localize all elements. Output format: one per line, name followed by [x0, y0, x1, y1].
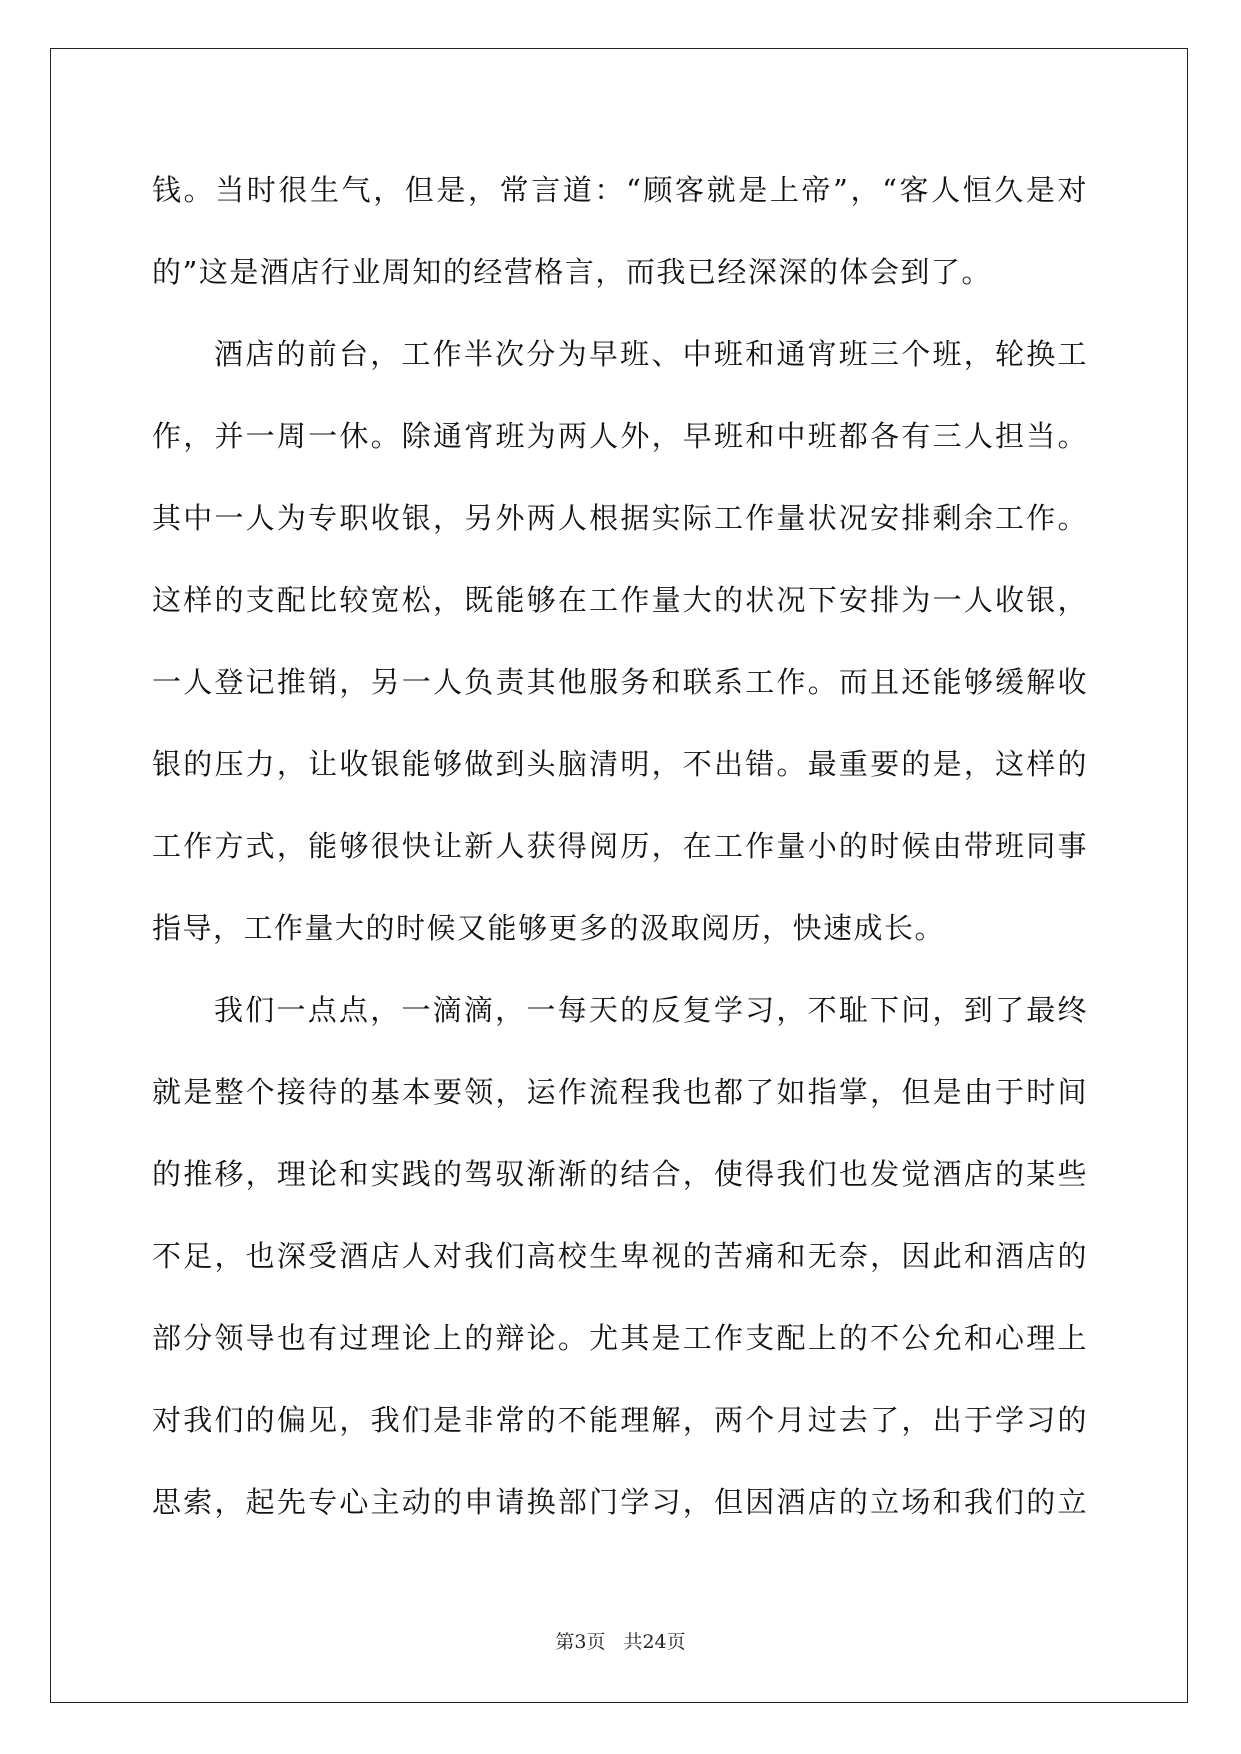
text-line: 不足，也深受酒店人对我们高校生卑视的苦痛和无奈，因此和酒店的	[152, 1239, 1088, 1273]
text-line: 指导，工作量大的时候又能够更多的汲取阅历，快速成长。	[152, 911, 946, 945]
text-line: 对我们的偏见，我们是非常的不能理解，两个月过去了，出于学习的	[152, 1403, 1088, 1437]
text-line: 就是整个接待的基本要领，运作流程我也都了如指掌，但是由于时间	[152, 1075, 1088, 1109]
text-line: 银的压力，让收银能够做到头脑清明，不出错。最重要的是，这样的	[152, 747, 1088, 781]
text-line: 我们一点点，一滴滴，一每天的反复学习，不耻下问，到了最终	[214, 993, 1088, 1027]
text-line: 的推移，理论和实践的驾驭渐渐的结合，使得我们也发觉酒店的某些	[152, 1157, 1088, 1191]
text-line: 工作方式，能够很快让新人获得阅历，在工作量小的时候由带班同事	[152, 829, 1088, 863]
text-line: 的”这是酒店行业周知的经营格言，而我已经深深的体会到了。	[152, 255, 992, 289]
page-footer	[0, 1627, 1241, 1654]
text-line: 部分领导也有过理论上的辩论。尤其是工作支配上的不公允和心理上	[152, 1321, 1088, 1355]
text-line: 一人登记推销，另一人负责其他服务和联系工作。而且还能够缓解收	[152, 665, 1088, 699]
text-line: 思索，起先专心主动的申请换部门学习，但因酒店的立场和我们的立	[152, 1485, 1088, 1519]
text-line: 酒店的前台，工作半次分为早班、中班和通宵班三个班，轮换工	[214, 337, 1088, 371]
text-line: 其中一人为专职收银，另外两人根据实际工作量状况安排剩余工作。	[152, 501, 1088, 535]
text-line: 钱。当时很生气，但是，常言道：“顾客就是上帝”，“客人恒久是对	[152, 173, 1088, 207]
text-line: 这样的支配比较宽松，既能够在工作量大的状况下安排为一人收银，	[152, 583, 1088, 617]
text-line: 作，并一周一休。除通宵班为两人外，早班和中班都各有三人担当。	[152, 419, 1088, 453]
page-total: 共24页	[623, 1631, 686, 1653]
document-body	[152, 162, 1088, 1556]
page-number: 第3页	[555, 1631, 606, 1653]
